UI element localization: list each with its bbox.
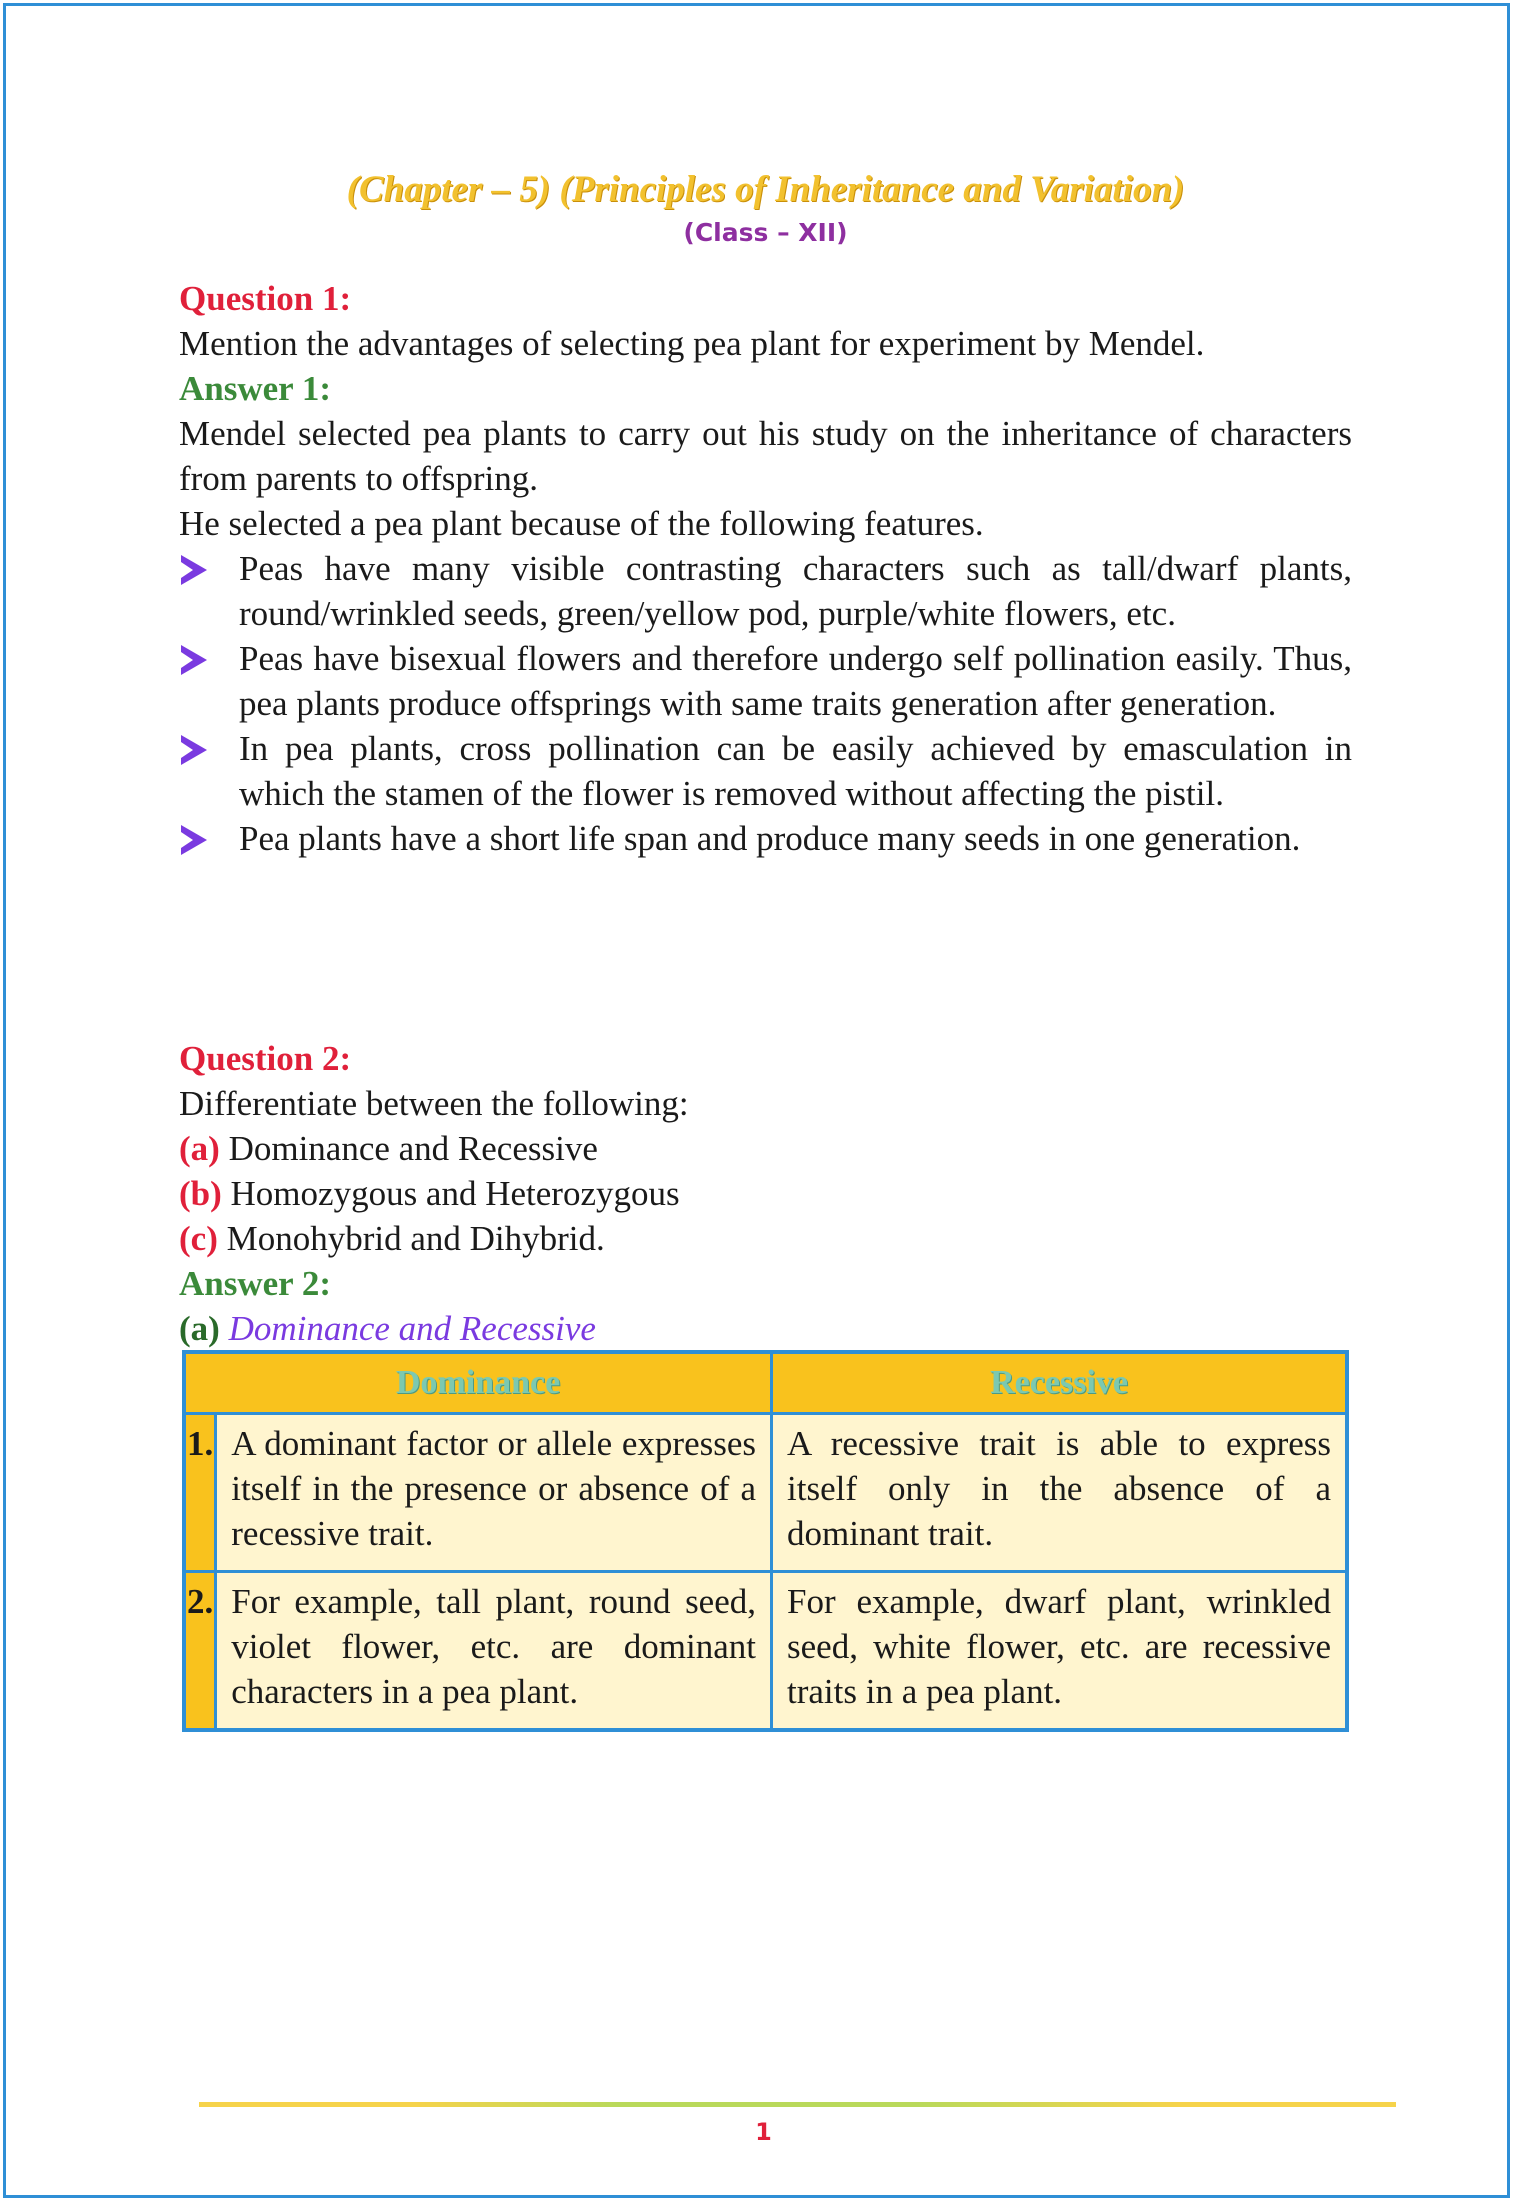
- sub-label: (a): [179, 1309, 220, 1348]
- question-2-item: [179, 1216, 1352, 1261]
- header-dominance: Dominance: [184, 1352, 772, 1414]
- item-text: Homozygous and Heterozygous: [230, 1174, 680, 1213]
- bullet-text: Peas have bisexual flowers and therefore undergo self pollination easily. Thus, pea plants produce offsprings with same traits generation after generation.: [239, 639, 1352, 723]
- list-item: [179, 636, 1352, 726]
- class-label: (Class – XII): [683, 218, 848, 247]
- bullet-text: Pea plants have a short life span and produce many seeds in one generation.: [239, 819, 1301, 858]
- answer-1-label: Answer 1:: [179, 369, 331, 408]
- cell-recessive: A recessive trait is able to express itself only in the absence of a dominant trait.: [772, 1414, 1347, 1572]
- question-1-label: Question 1:: [179, 279, 352, 318]
- item-label: (b): [179, 1174, 222, 1213]
- sub-title: Dominance and Recessive: [228, 1309, 596, 1348]
- table-row: [184, 1572, 1347, 1731]
- arrow-bullet-icon: [181, 825, 207, 855]
- item-label: (a): [179, 1129, 220, 1168]
- row-number: 1.: [184, 1414, 216, 1572]
- question-2-label: Question 2:: [179, 1039, 352, 1078]
- question-1: [179, 276, 1352, 861]
- header-recessive: Recessive: [772, 1352, 1347, 1414]
- row-number: 2.: [184, 1572, 216, 1731]
- bullet-text: In pea plants, cross pollination can be easily achieved by emasculation in which the stamen of the flower is removed without affecting the pistil.: [239, 729, 1352, 813]
- question-2-item: [179, 1126, 1352, 1171]
- table-row: [184, 1414, 1347, 1572]
- footer-divider: [199, 2102, 1396, 2107]
- chapter-title: (Chapter – 5) (Principles of Inheritance and Variation): [346, 169, 1185, 210]
- item-label: (c): [179, 1219, 218, 1258]
- list-item: [179, 726, 1352, 816]
- cell-recessive: For example, dwarf plant, wrinkled seed, white flower, etc. are recessive traits in a pea plant.: [772, 1572, 1347, 1731]
- answer-2-label: Answer 2:: [179, 1264, 331, 1303]
- list-item: [179, 816, 1352, 861]
- bullet-text: Peas have many visible contrasting characters such as tall/dwarf plants, round/wrinkled seeds, green/yellow pod, purple/white flowers, etc.: [239, 549, 1352, 633]
- answer-1-paragraph: He selected a pea plant because of the following features.: [179, 504, 984, 543]
- arrow-bullet-icon: [181, 735, 207, 765]
- list-item: [179, 546, 1352, 636]
- question-1-text: Mention the advantages of selecting pea plant for experiment by Mendel.: [179, 324, 1205, 363]
- item-text: Dominance and Recessive: [228, 1129, 598, 1168]
- page-number: 1: [755, 2118, 772, 2146]
- cell-dominance: A dominant factor or allele expresses itself in the presence or absence of a recessive trait.: [216, 1414, 772, 1572]
- question-2: [179, 1036, 1352, 1351]
- arrow-bullet-icon: [181, 645, 207, 675]
- page-frame: [3, 3, 1510, 2198]
- item-text: Monohybrid and Dihybrid.: [226, 1219, 605, 1258]
- answer-2-subheading: [179, 1306, 1352, 1351]
- question-2-text: Differentiate between the following:: [179, 1084, 689, 1123]
- comparison-table: [182, 1350, 1349, 1732]
- answer-1-paragraph: Mendel selected pea plants to carry out his study on the inheritance of characters from parents to offspring.: [179, 414, 1352, 498]
- question-2-item: [179, 1171, 1352, 1216]
- cell-dominance: For example, tall plant, round seed, violet flower, etc. are dominant characters in a pea plant.: [216, 1572, 772, 1731]
- answer-1-bullet-list: [179, 546, 1352, 861]
- arrow-bullet-icon: [181, 555, 207, 585]
- table-header-row: [184, 1352, 1347, 1414]
